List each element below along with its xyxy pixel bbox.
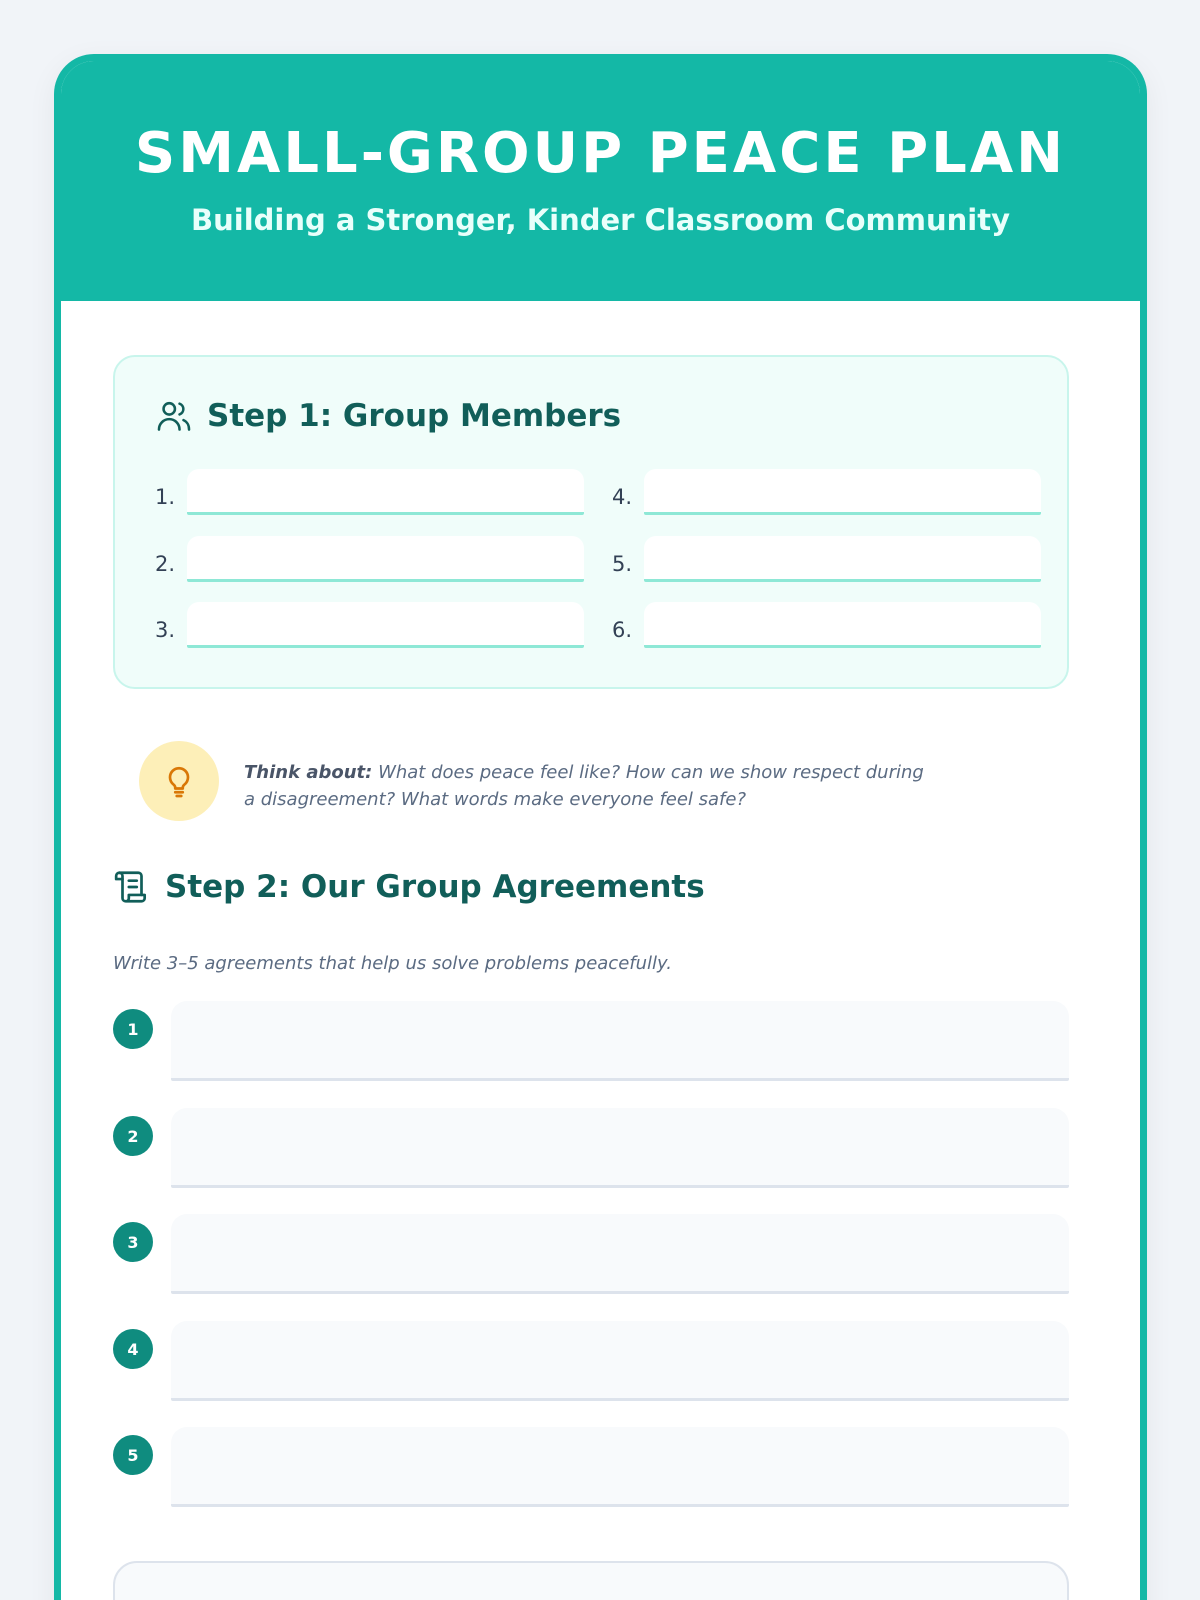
agreement-number-badge: 5 xyxy=(113,1435,153,1475)
page-title: SMALL-GROUP PEACE PLAN xyxy=(134,121,1067,186)
member-number: 3. xyxy=(155,618,176,642)
member-row xyxy=(155,602,584,648)
member-number: 5. xyxy=(612,552,633,576)
agreement-row xyxy=(113,1427,1069,1507)
member-row xyxy=(155,469,584,515)
member-name-input-6[interactable] xyxy=(644,602,1041,648)
member-number: 4. xyxy=(612,485,633,509)
member-name-input-2[interactable] xyxy=(187,536,584,582)
step1-title: Step 1: Group Members xyxy=(207,398,622,434)
tip-lead: Think about: xyxy=(244,762,373,783)
member-row xyxy=(155,536,584,582)
agreement-input-2[interactable] xyxy=(171,1108,1069,1188)
header-banner xyxy=(61,61,1140,301)
agreement-input-4[interactable] xyxy=(171,1321,1069,1401)
member-row xyxy=(612,469,1041,515)
step2-heading xyxy=(113,868,705,906)
member-name-input-3[interactable] xyxy=(187,602,584,648)
member-row xyxy=(612,536,1041,582)
member-name-input-5[interactable] xyxy=(644,536,1041,582)
agreement-row xyxy=(113,1321,1069,1401)
tip-text xyxy=(244,759,934,813)
agreement-row xyxy=(113,1214,1069,1294)
agreement-input-5[interactable] xyxy=(171,1427,1069,1507)
step1-heading xyxy=(155,397,621,435)
users-icon xyxy=(155,397,193,435)
member-number: 2. xyxy=(155,552,176,576)
member-name-input-4[interactable] xyxy=(644,469,1041,515)
agreement-input-1[interactable] xyxy=(171,1001,1069,1081)
scroll-icon xyxy=(113,868,151,906)
member-name-input-1[interactable] xyxy=(187,469,584,515)
agreement-number-badge: 4 xyxy=(113,1329,153,1369)
agreement-number-badge: 1 xyxy=(113,1009,153,1049)
member-number: 6. xyxy=(612,618,633,642)
agreement-input-3[interactable] xyxy=(171,1214,1069,1294)
member-row xyxy=(612,602,1041,648)
next-section-box xyxy=(113,1561,1069,1600)
worksheet-card xyxy=(54,54,1147,1600)
member-number: 1. xyxy=(155,485,176,509)
agreement-number-badge: 3 xyxy=(113,1222,153,1262)
tip-body: What does peace feel like? How can we show respect during a disagreement? What words make everyone feel safe? xyxy=(244,762,924,810)
tip-badge xyxy=(139,741,219,821)
page-subtitle: Building a Stronger, Kinder Classroom Community xyxy=(191,203,1010,237)
step2-instructions: Write 3–5 agreements that help us solve problems peacefully. xyxy=(113,953,672,974)
group-members-section xyxy=(113,355,1069,689)
agreement-row xyxy=(113,1108,1069,1188)
lightbulb-icon xyxy=(161,763,197,799)
agreement-row xyxy=(113,1001,1069,1081)
agreement-number-badge: 2 xyxy=(113,1116,153,1156)
step2-title: Step 2: Our Group Agreements xyxy=(165,869,705,905)
